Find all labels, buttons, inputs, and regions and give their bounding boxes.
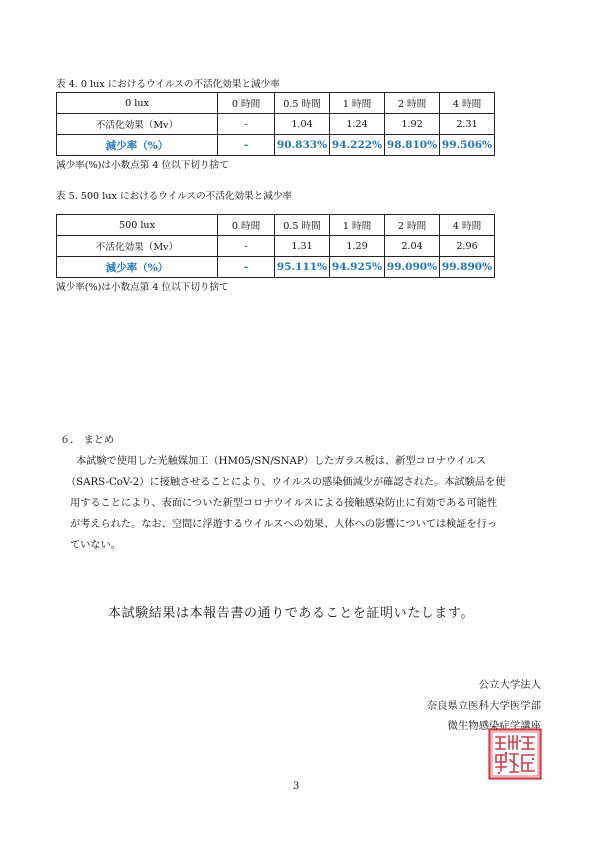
table-cell: 90.833%: [275, 135, 330, 156]
table-row: [57, 135, 495, 156]
table-cell: 1.29: [330, 236, 385, 257]
official-seal-stamp: [488, 728, 542, 780]
table-cell: 1.92: [385, 114, 440, 135]
table-cell: 99.090%: [385, 257, 440, 278]
summary-line: 本試験で使用した光触媒加工（HM05/SN/SNAP）したガラス板は、新型コロナウイルス: [76, 456, 487, 467]
table5-note: 減少率(%)は小数点第 4 位以下切り捨て: [56, 282, 229, 293]
summary-heading: ６． まとめ: [60, 435, 115, 446]
table-cell: 0 時間: [218, 93, 275, 114]
table-row: [57, 236, 495, 257]
table-cell: 1 時間: [330, 93, 385, 114]
table-cell: 0 時間: [218, 215, 275, 236]
table-cell: 不活化効果（Mv）: [57, 236, 218, 257]
table-cell: 2.96: [440, 236, 495, 257]
table-cell: 2 時間: [385, 215, 440, 236]
table-cell: 2.04: [385, 236, 440, 257]
table-cell: 94.222%: [330, 135, 385, 156]
table-cell: 0.5 時間: [275, 215, 330, 236]
table-cell: 0 lux: [57, 93, 218, 114]
summary-line: ていない。: [70, 540, 121, 551]
table-cell: 2 時間: [385, 93, 440, 114]
table-cell: 500 lux: [57, 215, 218, 236]
signature-line: 公立大学法人: [478, 679, 541, 691]
table-row: [57, 93, 495, 114]
signature-line: 微生物感染症学講座: [447, 720, 541, 732]
table-cell: 1.31: [275, 236, 330, 257]
table-row: [57, 215, 495, 236]
table-row: [57, 257, 495, 278]
table-cell: 不活化効果（Mv）: [57, 114, 218, 135]
summary-line: （SARS-CoV-2）に接触させることにより、ウイルスの感染価減少が確認された。本試験品を使: [66, 477, 506, 488]
table-cell: -: [218, 257, 275, 278]
table-cell: 2.31: [440, 114, 495, 135]
table-cell: 94.925%: [330, 257, 385, 278]
table-cell: 1.24: [330, 114, 385, 135]
table4-caption: 表 4. 0 lux におけるウイルスの不活化効果と減少率: [56, 79, 280, 90]
table-row: [57, 114, 495, 135]
table-cell: 95.111%: [275, 257, 330, 278]
summary-line: 用することにより、表面についた新型コロナウイルスによる接触感染防止に有効である可能性: [70, 498, 498, 509]
table-cell: -: [218, 114, 275, 135]
table5: [56, 214, 495, 278]
table-cell: 4 時間: [440, 93, 495, 114]
table-cell: -: [218, 135, 275, 156]
table5-caption: 表 5. 500 lux におけるウイルスの不活化効果と減少率: [56, 191, 293, 202]
table-cell: 減少率（%）: [57, 135, 218, 156]
table-cell: 1 時間: [330, 215, 385, 236]
signature-line: 奈良県立医科大学医学部: [426, 700, 541, 712]
table4: [56, 92, 495, 156]
certification-statement: 本試験結果は本報告書の通りであることを証明いたします。: [108, 606, 475, 621]
table-cell: 0.5 時間: [275, 93, 330, 114]
table-cell: 4 時間: [440, 215, 495, 236]
table-cell: -: [218, 236, 275, 257]
table-cell: 減少率（%）: [57, 257, 218, 278]
table4-note: 減少率(%)は小数点第 4 位以下切り捨て: [56, 160, 229, 171]
table-cell: 1.04: [275, 114, 330, 135]
table-cell: 99.506%: [440, 135, 495, 156]
summary-line: が考えられた。なお、空間に浮遊するウイルスへの効果、人体への影響については検証を行っ: [70, 519, 498, 530]
table-cell: 98.810%: [385, 135, 440, 156]
page-number: 3: [293, 781, 300, 792]
table-cell: 99.890%: [440, 257, 495, 278]
